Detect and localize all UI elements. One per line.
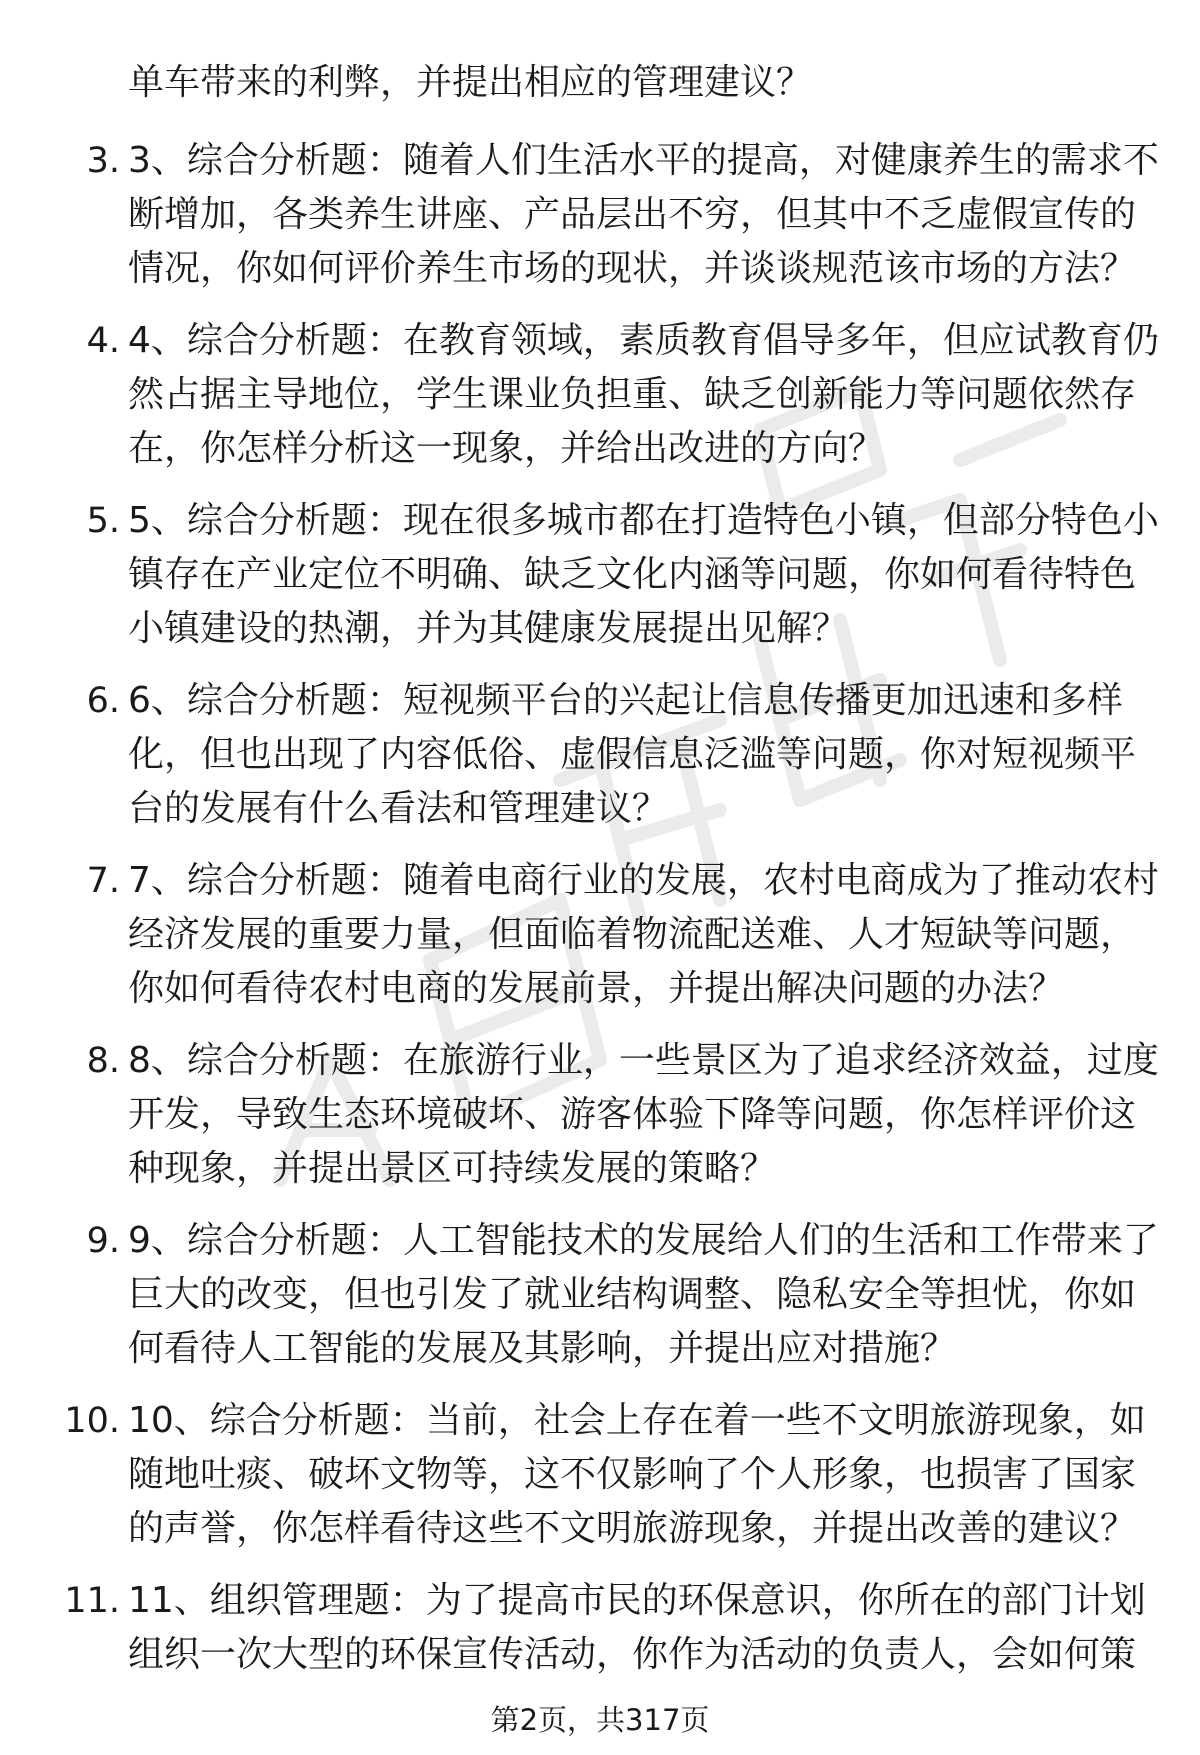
item-number: 3.	[86, 141, 120, 181]
item-line: 然占据主导地位，学生课业负担重、缺乏创新能力等问题依然存	[128, 374, 1137, 415]
list-item	[0, 674, 1200, 829]
item-line: 台的发展有什么看法和管理建议？	[128, 788, 669, 829]
item-number: 10.	[64, 1401, 120, 1441]
item-line: 种现象，并提出景区可持续发展的策略？	[128, 1148, 777, 1189]
list-item	[0, 1214, 1200, 1369]
item-line: 开发，导致生态环境破坏、游客体验下降等问题，你怎样评价这	[128, 1094, 1137, 1135]
item-line: 4、综合分析题：在教育领域，素质教育倡导多年，但应试教育仍	[128, 320, 1159, 361]
item-line: 组织一次大型的环保宣传活动，你作为活动的负责人，会如何策	[128, 1634, 1137, 1675]
item-number: 7.	[86, 861, 120, 901]
item-number: 5.	[86, 501, 120, 541]
item-number: 6.	[86, 681, 120, 721]
item-number: 9.	[86, 1221, 120, 1261]
list-item	[0, 134, 1200, 289]
list-item	[0, 1394, 1200, 1549]
item-line: 的声誉，你怎样看待这些不文明旅游现象，并提出改善的建议？	[128, 1508, 1137, 1549]
item-line: 7、综合分析题：随着电商行业的发展，农村电商成为了推动农村	[128, 860, 1159, 901]
item-line: 11、组织管理题：为了提高市民的环保意识，你所在的部门计划	[128, 1580, 1146, 1621]
item-line: 你如何看待农村电商的发展前景，并提出解决问题的办法？	[128, 968, 1065, 1009]
item-line: 3、综合分析题：随着人们生活水平的提高，对健康养生的需求不	[128, 140, 1159, 181]
list-item	[0, 314, 1200, 469]
item-text	[128, 134, 1168, 296]
item-text	[128, 494, 1168, 656]
item-line: 10、综合分析题：当前，社会上存在着一些不文明旅游现象，如	[128, 1400, 1146, 1441]
item-line: 5、综合分析题：现在很多城市都在打造特色小镇，但部分特色小	[128, 500, 1159, 541]
list-item	[0, 494, 1200, 649]
item-text	[128, 1574, 1168, 1682]
item-text	[128, 314, 1168, 476]
item-line: 镇存在产业定位不明确、缺乏文化内涵等问题，你如何看待特色	[128, 554, 1137, 595]
list-item	[0, 854, 1200, 1009]
item-line: 小镇建设的热潮，并为其健康发展提出见解？	[128, 608, 849, 649]
item-number: 11.	[64, 1581, 120, 1621]
question-list	[0, 134, 1200, 1716]
list-item	[0, 1574, 1200, 1682]
item-number: 8.	[86, 1041, 120, 1081]
item-line: 化，但也出现了内容低俗、虚假信息泛滥等问题，你对短视频平	[128, 734, 1137, 775]
item-line: 断增加，各类养生讲座、产品层出不穷，但其中不乏虚假宣传的	[128, 194, 1137, 235]
item-text	[128, 674, 1168, 836]
item-line: 随地吐痰、破坏文物等，这不仅影响了个人形象，也损害了国家	[128, 1454, 1137, 1495]
item-line: 巨大的改变，但也引发了就业结构调整、隐私安全等担忧，你如	[128, 1274, 1137, 1315]
page-footer: 第2页，共317页	[490, 1703, 710, 1737]
item-text	[128, 854, 1168, 1016]
item-line: 经济发展的重要力量，但面临着物流配送难、人才短缺等问题，	[128, 914, 1137, 955]
item-line: 9、综合分析题：人工智能技术的发展给人们的生活和工作带来了	[128, 1220, 1159, 1261]
item-text	[128, 1394, 1168, 1556]
item-line: 6、综合分析题：短视频平台的兴起让信息传播更加迅速和多样	[128, 680, 1123, 721]
item-line: 8、综合分析题：在旅游行业，一些景区为了追求经济效益，过度	[128, 1040, 1159, 1081]
item-line: 何看待人工智能的发展及其影响，并提出应对措施？	[128, 1328, 957, 1369]
list-item	[0, 1034, 1200, 1189]
item-line: 情况，你如何评价养生市场的现状，并谈谈规范该市场的方法？	[128, 248, 1137, 289]
item-text	[128, 1034, 1168, 1196]
item-number: 4.	[86, 321, 120, 361]
item-line: 在，你怎样分析这一现象，并给出改进的方向？	[128, 428, 885, 469]
continuation-line: 单车带来的利弊，并提出相应的管理建议？	[128, 62, 813, 103]
item-text	[128, 1214, 1168, 1376]
